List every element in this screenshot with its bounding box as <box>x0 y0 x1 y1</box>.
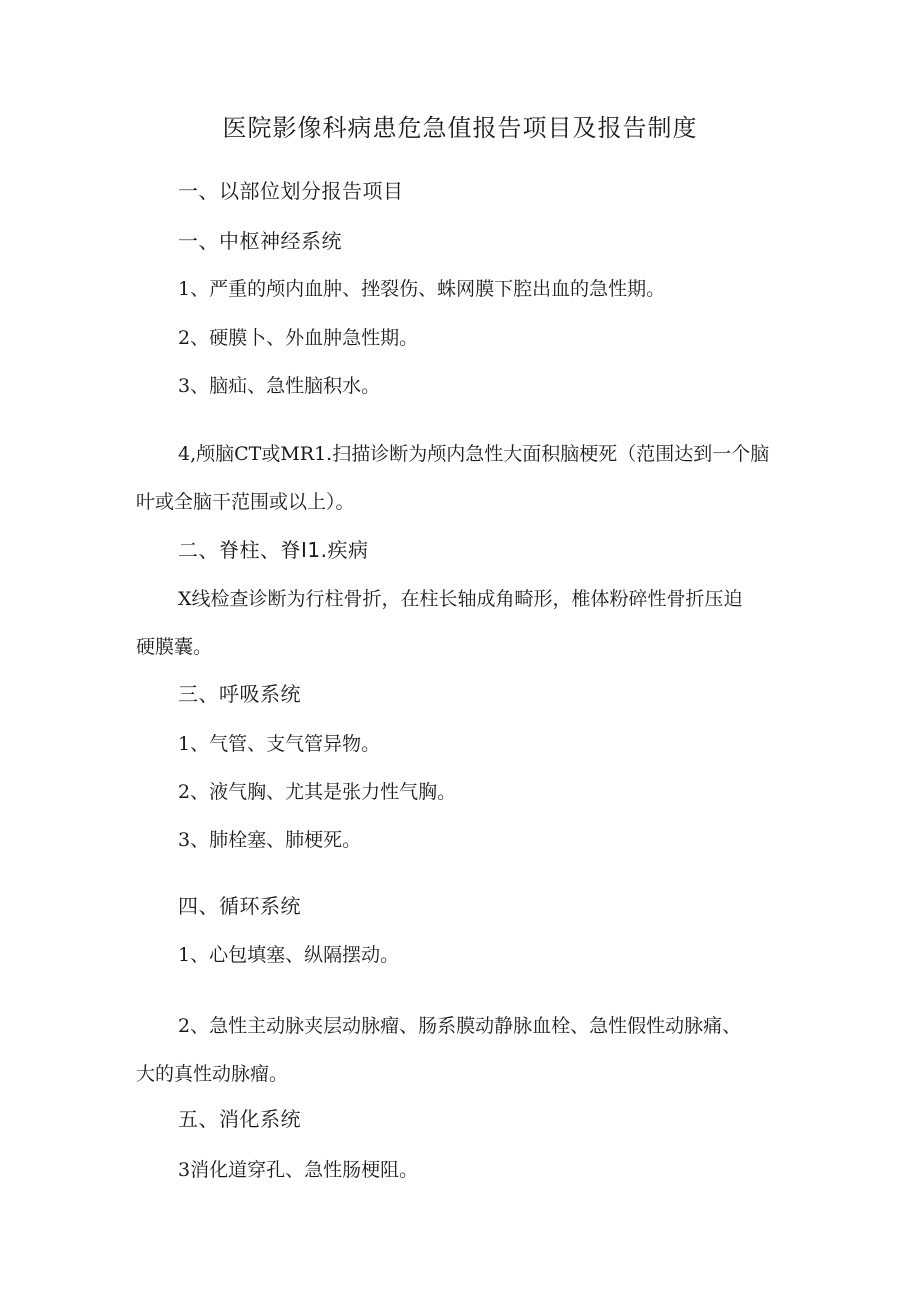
cns-item-4-line-1: 4,颅脑CT或MR1.扫描诊断为颅内急性大面积脑梗死（范围达到一个脑 <box>178 443 770 465</box>
respiratory-item-2: 2、液气胸、尤其是张力性气胸。 <box>178 781 457 803</box>
section-heading-digestive: 五、消化系统 <box>178 1107 301 1131</box>
section-heading-main: 一、以部位划分报告项目 <box>178 179 404 203</box>
cns-item-4-line-2: 叶或全脑干范围或以上）。 <box>136 491 355 513</box>
document-title: 医院影像科病患危急值报告项目及报告制度 <box>222 114 698 142</box>
respiratory-item-1: 1、气管、支气管异物。 <box>178 733 381 755</box>
section-heading-spine: 二、脊柱、脊I1.疾病 <box>178 538 369 562</box>
section-heading-respiratory: 三、呼吸系统 <box>178 682 301 706</box>
circulatory-item-2-line-2: 大的真性动脉瘤。 <box>136 1063 289 1085</box>
cns-item-2: 2、硬膜卜、外血肿急性期。 <box>178 327 419 349</box>
cns-item-3: 3、脑疝、急性脑积水。 <box>178 375 381 397</box>
section-heading-circulatory: 四、循环系统 <box>178 894 301 918</box>
circulatory-item-1: 1、心包填塞、纵隔摆动。 <box>178 944 400 966</box>
spine-text-line-1: X线检查诊断为行柱骨折，在柱长轴成角畸形，椎体粉碎性骨折压迫 <box>178 588 743 610</box>
section-heading-cns: 一、中枢神经系统 <box>178 229 342 253</box>
respiratory-item-3: 3、肺栓塞、肺梗死。 <box>178 829 362 851</box>
spine-text-line-2: 硬膜囊。 <box>136 636 213 658</box>
cns-item-1: 1、严重的颅内血肿、挫裂伤、蛛网膜下腔出血的急性期。 <box>178 278 666 300</box>
circulatory-item-2-line-1: 2、急性主动脉夹层动脉瘤、肠系膜动静脉血栓、急性假性动脉痛、 <box>178 1015 742 1037</box>
digestive-item-1: 3消化道穿孔、急性肠梗阻。 <box>178 1159 419 1181</box>
